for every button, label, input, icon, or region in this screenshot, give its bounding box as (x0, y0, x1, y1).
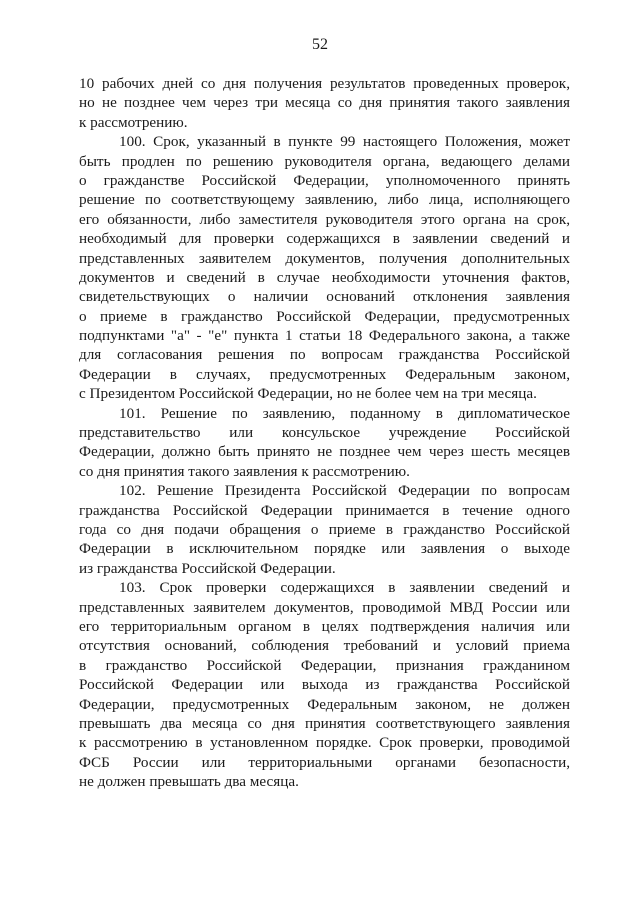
text-line: решение по соответствующему заявлению, либо лица, исполняющего (79, 191, 570, 209)
text-line: из гражданства Российской Федерации. (79, 559, 336, 577)
paragraph-102 (79, 481, 570, 578)
text-line: документов и сведений в случае необходимости уточнения фактов, (79, 268, 570, 286)
paragraph-103 (79, 578, 570, 791)
text-line: к рассмотрению в установленном порядке. Срок проверки, проводимой (79, 734, 570, 752)
paragraph-100 (79, 132, 570, 403)
document-body (79, 74, 570, 791)
text-line: представленных заявителем документов, проводимой МВД России или (79, 598, 570, 616)
text-line: в гражданство Российской Федерации, признания гражданином (79, 656, 570, 674)
text-line: 103. Срок проверки содержащихся в заявлении сведений и (119, 579, 570, 597)
text-line: необходимый для проверки содержащихся в заявлении сведений и (79, 230, 570, 248)
text-line: Федерации, предусмотренных Федеральным законом, не должен (79, 695, 570, 713)
text-line: быть продлен по решению руководителя органа, ведающего делами (79, 152, 570, 170)
text-line: года со дня подачи обращения о приеме в гражданство Российской (79, 520, 570, 538)
text-line: со дня принятия такого заявления к рассмотрению. (79, 462, 410, 480)
text-line: Федерации, должно быть принято не позднее чем через шесть месяцев (79, 443, 570, 461)
text-line: его территориальным органом в целях подтверждения наличия или (79, 617, 570, 635)
text-line: представленных заявителем документов, получения дополнительных (79, 249, 570, 267)
text-line: гражданства Российской Федерации принимается в течение одного (79, 501, 570, 519)
text-line: Российской Федерации или выхода из гражданства Российской (79, 676, 570, 694)
text-line: свидетельствующих о наличии оснований отклонения заявления (79, 288, 570, 306)
text-line: о гражданстве Российской Федерации, уполномоченного принять (79, 171, 570, 189)
text-line: отсутствия оснований, соблюдения требований и условий приема (79, 637, 570, 655)
text-line: не должен превышать два месяца. (79, 773, 299, 791)
text-line: его обязанности, либо заместителя руководителя этого органа на срок, (79, 210, 570, 228)
text-line: Федерации в исключительном порядке или заявления о выходе (79, 540, 570, 558)
text-line: к рассмотрению. (79, 113, 188, 131)
text-line: 10 рабочих дней со дня получения результатов проведенных проверок, (79, 75, 570, 92)
text-line: с Президентом Российской Федерации, но не более чем на три месяца. (79, 385, 537, 403)
text-line: но не позднее чем через три месяца со дня принятия такого заявления (79, 94, 570, 112)
page-number: 52 (312, 36, 328, 53)
text-line: о приеме в гражданство Российской Федерации, предусмотренных (79, 307, 570, 325)
text-line: для согласования решения по вопросам гражданства Российской (79, 346, 570, 364)
paragraph-continuation (79, 74, 570, 132)
text-line: Федерации в случаях, предусмотренных Федеральным законом, (79, 365, 570, 383)
text-line: превышать два месяца со дня принятия соответствующего заявления (79, 714, 570, 732)
text-line: ФСБ России или территориальными органами безопасности, (79, 753, 570, 771)
paragraph-101 (79, 404, 570, 482)
text-line: 100. Срок, указанный в пункте 99 настоящего Положения, может (119, 133, 570, 151)
text-line: представительство или консульское учреждение Российской (79, 424, 570, 442)
text-line: 102. Решение Президента Российской Федерации по вопросам (119, 482, 570, 500)
text-line: 101. Решение по заявлению, поданному в дипломатическое (119, 404, 570, 422)
text-line: подпунктами "а" - "е" пункта 1 статьи 18 Федерального закона, а также (79, 327, 570, 345)
